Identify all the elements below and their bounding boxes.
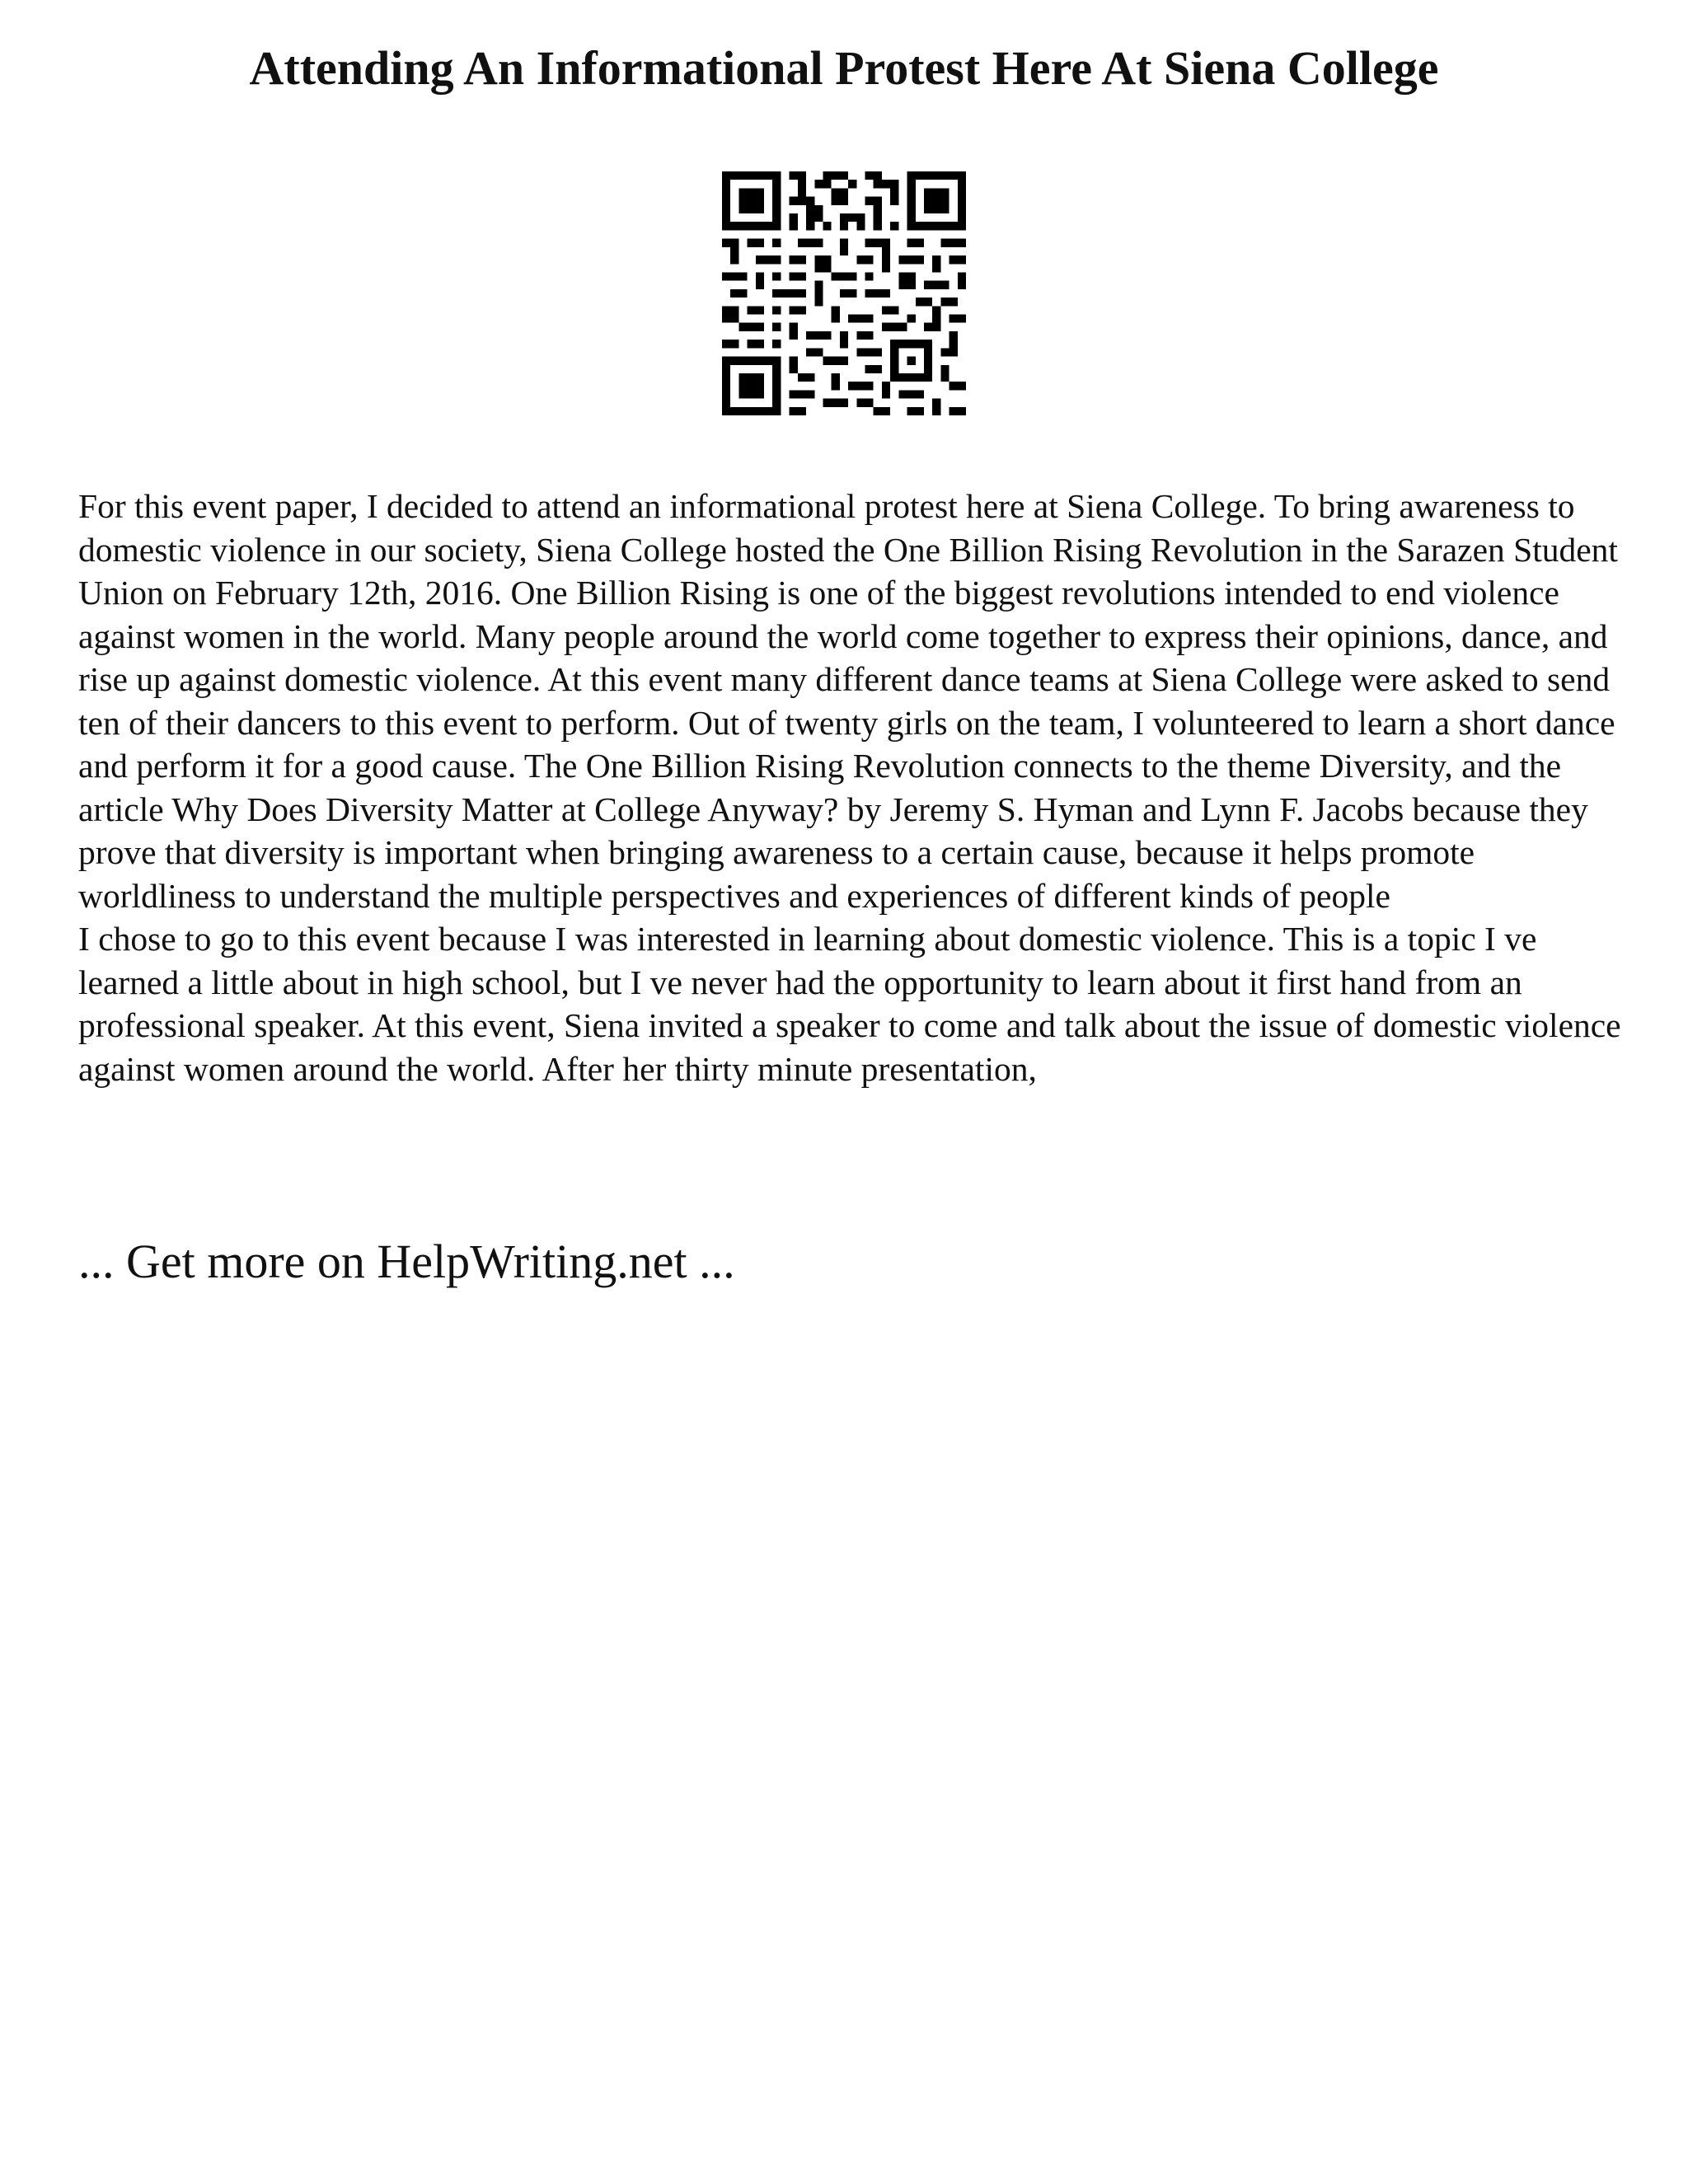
paragraph: For this event paper, I decided to attend an informational protest here at Siena College. To bring awareness to domestic violence in our society, Siena College hosted the One Billion Rising Revolution in the Sarazen Student Union on February 12th, 2016. One Billion Rising is one of the biggest revolutions intended to end violence against women in the world. Many people around the world come together to express their opinions, dance, and rise up against domestic violence. At this event many different dance teams at Siena College were asked to send ten of their dancers to this event to perform. Out of twenty girls on the team, I volunteered to learn a short dance and perform it for a good cause. The One Billion Rising Revolution connects to the theme Diversity, and the article Why Does Diversity Matter at College Anyway? by Jeremy S. Hyman and Lynn F. Jacobs because they prove that diversity is important when bringing awareness to a certain cause, because it helps promote worldliness to understand the multiple perspectives and experiences of different kinds of people [78, 487, 1618, 915]
page-title: Attending An Informational Protest Here At Siena College [249, 41, 1439, 95]
essay-body [78, 485, 1628, 1090]
paragraph: I chose to go to this event because I was interested in learning about domestic violence. This is a topic I ve learned a little about in high school, but I ve never had the opportunity to learn about it first hand from an professional speaker. At this event, Siena invited a speaker to come and talk about the issue of domestic violence against women around the world. After her thirty minute presentation, [78, 920, 1621, 1088]
get-more-link[interactable]: ... Get more on HelpWriting.net ... [78, 1235, 735, 1288]
qr-code-icon [722, 171, 966, 415]
